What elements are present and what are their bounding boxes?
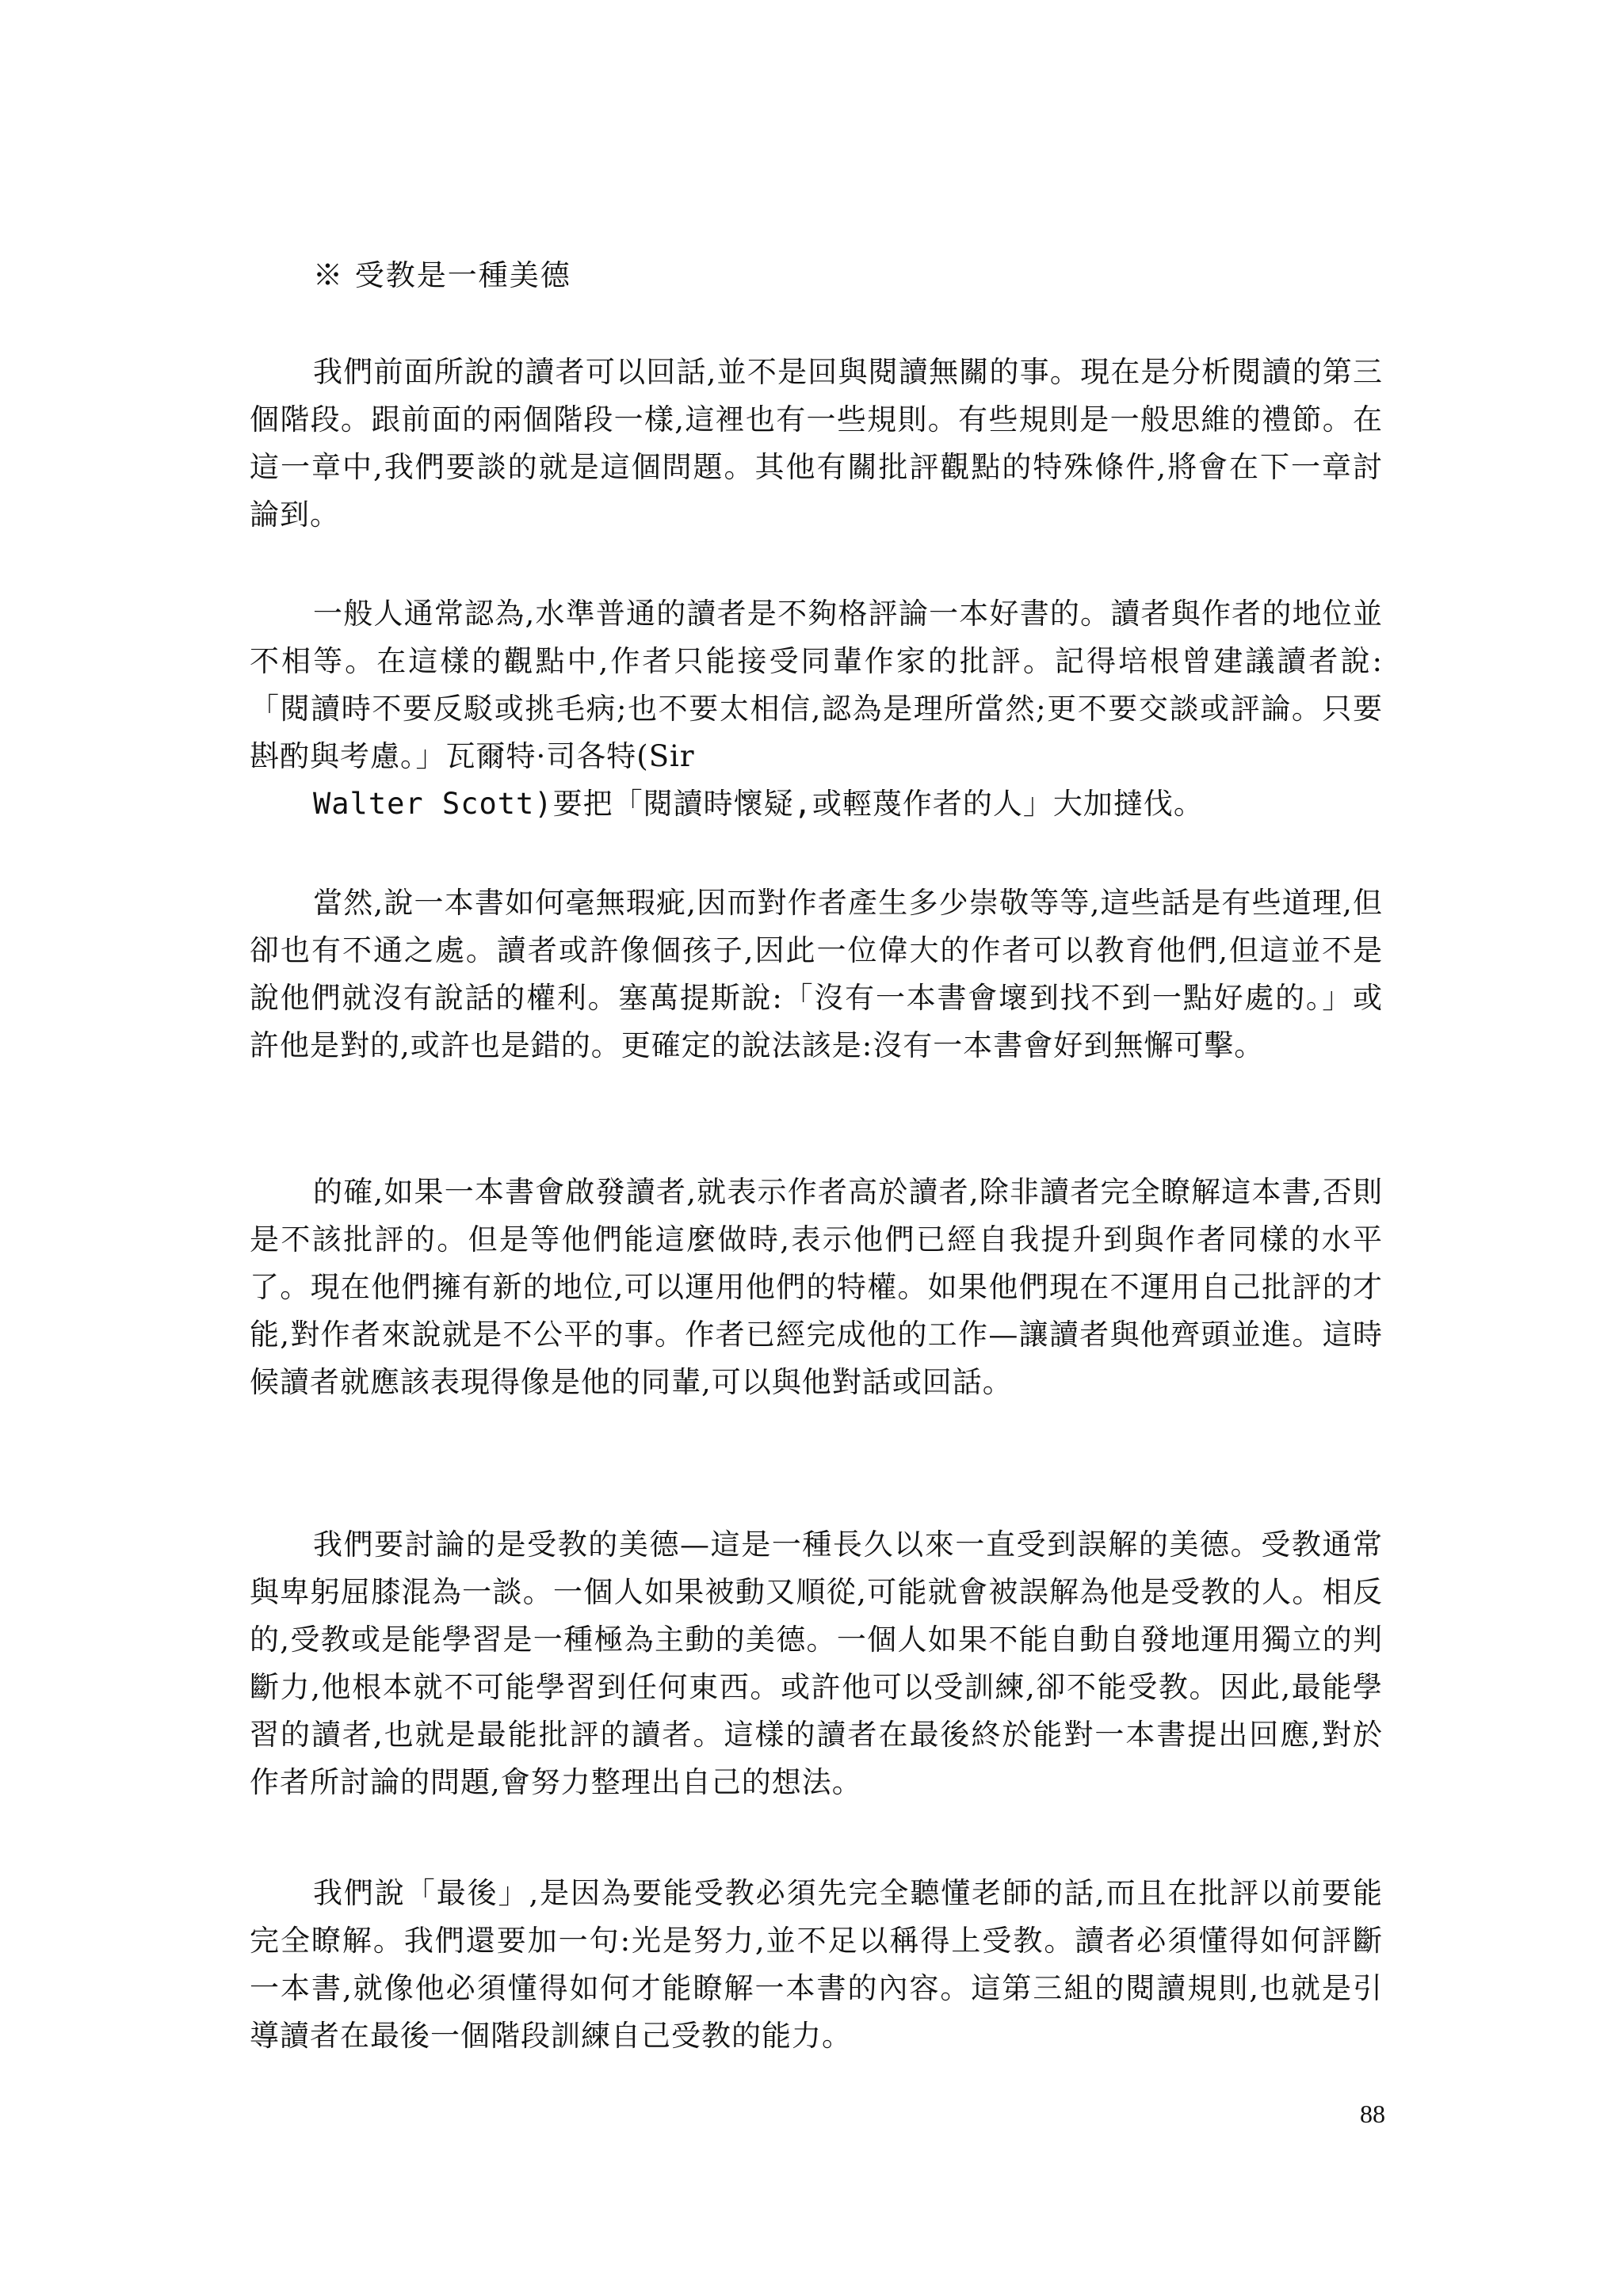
page-number: 88 [1360,2100,1385,2128]
paragraph-continuation: Walter Scott)要把「閱讀時懷疑,或輕蔑作者的人」大加撻伐。 [313,787,1204,821]
section-heading: ※ 受教是一種美德 [313,258,571,292]
paragraph: 當然,說一本書如何毫無瑕疵,因而對作者產生多少崇敬等等,這些話是有些道理,但卻也有不通之處。讀者或許像個孩子,因此一位偉大的作者可以教育他們,但這並不是說他們就沒有說話的權利。塞萬提斯說:「沒有一本書會壞到找不到一點好處的。」或許他是對的,或許也是錯的。更確定的說法該是:沒有一本書會好到無懈可擊。 [250,886,1383,1062]
paragraph-1-block [250,349,1383,539]
paragraph-4-block [250,1169,1383,1406]
paragraph-6-block [250,1870,1383,2060]
paragraph: 我們說「最後」,是因為要能受教必須先完全聽懂老師的話,而且在批評以前要能完全瞭解。我們還要加一句:光是努力,並不足以稱得上受教。讀者必須懂得如何評斷一本書,就像他必須懂得如何才能瞭解一本書的內容。這第三組的閱讀規則,也就是引導讀者在最後一個階段訓練自己受教的能力。 [250,1876,1383,2053]
paragraph: 我們要討論的是受教的美德—這是一種長久以來一直受到誤解的美德。受教通常與卑躬屈膝混為一談。一個人如果被動又順從,可能就會被誤解為他是受教的人。相反的,受教或是能學習是一種極為主動的美德。一個人如果不能自動自發地運用獨立的判斷力,他根本就不可能學習到任何東西。或許他可以受訓練,卻不能受教。因此,最能學習的讀者,也就是最能批評的讀者。這樣的讀者在最後終於能對一本書提出回應,對於作者所討論的問題,會努力整理出自己的想法。 [250,1527,1383,1799]
paragraph: 我們前面所說的讀者可以回話,並不是回與閱讀無關的事。現在是分析閱讀的第三個階段。跟前面的兩個階段一樣,這裡也有一些規則。有些規則是一般思維的禮節。在這一章中,我們要談的就是這個問題。其他有關批評觀點的特殊條件,將會在下一章討論到。 [250,355,1383,532]
paragraph: 一般人通常認為,水準普通的讀者是不夠格評論一本好書的。讀者與作者的地位並不相等。在這樣的觀點中,作者只能接受同輩作家的批評。記得培根曾建議讀者說:「閱讀時不要反駁或挑毛病;也不要太相信,認為是理所當然;更不要交談或評論。只要斟酌與考慮。」瓦爾特·司各特(Sir [250,597,1383,773]
paragraph: 的確,如果一本書會啟發讀者,就表示作者高於讀者,除非讀者完全瞭解這本書,否則是不該批評的。但是等他們能這麼做時,表示他們已經自我提升到與作者同樣的水平了。現在他們擁有新的地位,可以運用他們的特權。如果他們現在不運用自己批評的才能,對作者來說就是不公平的事。作者已經完成他的工作—讓讀者與他齊頭並進。這時候讀者就應該表現得像是他的同輩,可以與他對話或回話。 [250,1175,1383,1399]
paragraph-5-block [250,1521,1383,1806]
paragraph-2-block [250,590,1383,828]
paragraph-3-block [250,879,1383,1070]
